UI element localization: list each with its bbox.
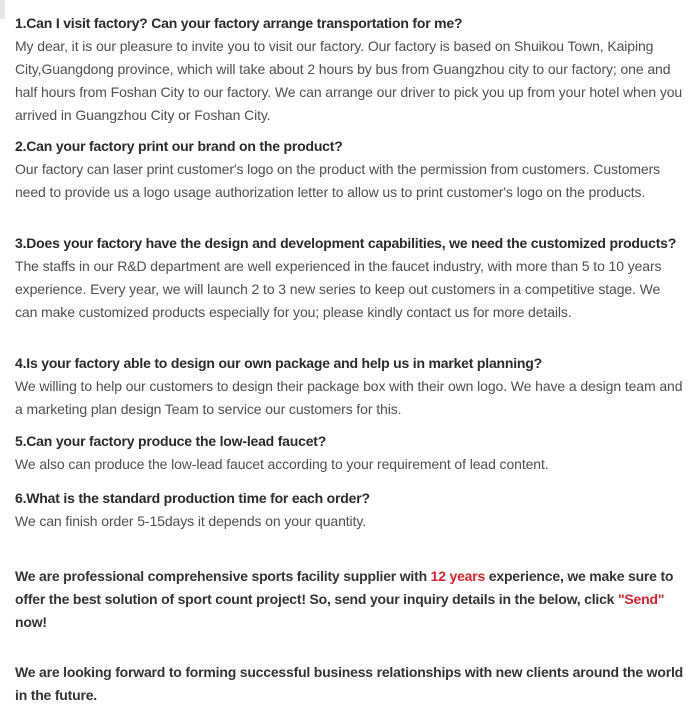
promo-highlight-text: "Send" xyxy=(617,591,665,607)
faq-item-4 xyxy=(15,352,685,421)
business-outlook-paragraph: We are looking forward to forming successful business relationships with new clients around the world in the future. xyxy=(15,664,683,703)
faq-item-1 xyxy=(15,12,685,127)
faq-item-5 xyxy=(15,430,685,476)
faq-answer-3: The staffs in our R&D department are well experienced in the faucet industry, with more than 5 to 10 years experience. Every year, we will launch 2 to 3 new series to keep out customers in a competitive stage. We can make customized products especially for you; please kindly contact us for more details. xyxy=(15,258,662,320)
faq-question-5: 5.Can your factory produce the low-lead faucet? xyxy=(15,433,327,449)
faq-item-2 xyxy=(15,135,685,204)
faq-item-6 xyxy=(15,487,685,533)
promo-text-segment: now! xyxy=(15,614,47,630)
promo-text-segment: experience, we make sure to offer the best solution of sport count project! So, send your inquiry details in the below, click xyxy=(15,568,674,607)
faq-answer-2: Our factory can laser print customer's logo on the product with the permission from customers. Customers need to provide us a logo usage authorization letter to allow us to print customer's logo on the products. xyxy=(15,161,661,200)
faq-answer-1: My dear, it is our pleasure to invite you to visit our factory. Our factory is based on Shuikou Town, Kaiping City,Guangdong province, which will take about 2 hours by bus from Guangzhou city to our factory; one and half hours from Foshan City to our factory. We can arrange our driver to pick you up from your hotel when you arrived in Guangzhou City or Foshan City. xyxy=(15,38,683,123)
faq-item-3 xyxy=(15,232,685,324)
faq-answer-5: We also can produce the low-lead faucet according to your requirement of lead content. xyxy=(15,456,549,472)
promo-highlight-text: 12 years xyxy=(430,568,486,584)
faq-question-1: 1.Can I visit factory? Can your factory arrange transportation for me? xyxy=(15,15,463,31)
faq-question-2: 2.Can your factory print our brand on the product? xyxy=(15,138,343,154)
faq-question-4: 4.Is your factory able to design our own package and help us in market planning? xyxy=(15,355,542,371)
cropped-edge-artifact xyxy=(0,0,5,19)
faq-question-3: 3.Does your factory have the design and development capabilities, we need the customized products? xyxy=(15,235,677,251)
supplier-promo-paragraph xyxy=(15,565,685,634)
promo-text-segment: We are professional comprehensive sports facility supplier with xyxy=(15,568,431,584)
faq-answer-6: We can finish order 5-15days it depends on your quantity. xyxy=(15,513,366,529)
faq-question-6: 6.What is the standard production time for each order? xyxy=(15,490,370,506)
faq-answer-4: We willing to help our customers to design their package box with their own logo. We have a design team and a marketing plan design Team to service our customers for this. xyxy=(15,378,683,417)
